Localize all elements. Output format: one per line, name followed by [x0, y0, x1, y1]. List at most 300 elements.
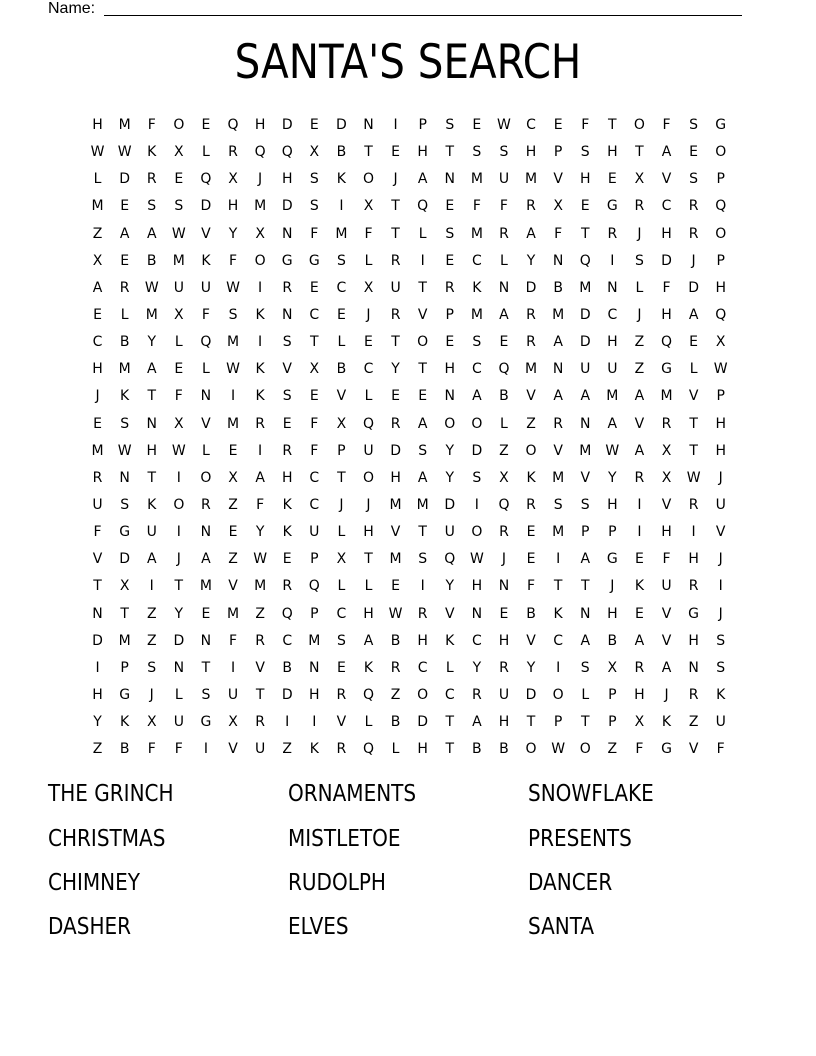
grid-letter[interactable]: V — [553, 171, 563, 188]
grid-letter[interactable]: W — [605, 442, 620, 459]
grid-letter[interactable]: U — [498, 686, 510, 703]
grid-letter[interactable]: K — [282, 524, 292, 541]
grid-letter[interactable]: R — [526, 334, 536, 351]
grid-letter[interactable]: G — [661, 361, 672, 378]
grid-letter[interactable]: C — [471, 252, 482, 269]
grid-letter[interactable]: N — [498, 578, 510, 595]
grid-letter[interactable]: X — [661, 442, 672, 459]
grid-letter[interactable]: H — [498, 714, 510, 731]
grid-letter[interactable]: Y — [526, 659, 536, 676]
grid-letter[interactable]: F — [716, 741, 725, 758]
grid-letter[interactable]: N — [92, 605, 103, 622]
grid-letter[interactable]: U — [92, 496, 103, 513]
grid-letter[interactable]: B — [607, 632, 618, 649]
grid-letter[interactable]: S — [147, 198, 157, 215]
grid-letter[interactable]: H — [444, 361, 456, 378]
grid-letter[interactable]: C — [92, 334, 103, 351]
grid-letter[interactable]: F — [174, 388, 183, 405]
grid-letter[interactable]: S — [580, 496, 590, 513]
grid-letter[interactable]: O — [362, 171, 374, 188]
grid-letter[interactable]: I — [474, 496, 479, 513]
grid-letter[interactable]: R — [499, 524, 509, 541]
grid-letter[interactable]: J — [664, 686, 669, 703]
grid-letter[interactable]: T — [201, 659, 211, 676]
grid-letter[interactable]: X — [309, 361, 320, 378]
grid-letter[interactable]: E — [309, 117, 319, 133]
grid-letter[interactable]: E — [634, 605, 644, 622]
grid-letter[interactable]: R — [526, 198, 536, 215]
grid-letter[interactable]: N — [173, 659, 185, 676]
grid-letter[interactable]: Q — [498, 496, 510, 513]
grid-letter[interactable]: I — [230, 388, 236, 405]
grid-letter[interactable]: L — [202, 442, 210, 459]
grid-letter[interactable]: H — [525, 144, 537, 161]
grid-letter[interactable]: W — [117, 442, 132, 459]
grid-letter[interactable]: W — [90, 144, 105, 161]
grid-letter[interactable]: F — [662, 279, 671, 296]
grid-letter[interactable]: Q — [715, 198, 727, 215]
grid-letter[interactable]: H — [363, 605, 374, 622]
grid-letter[interactable]: E — [689, 334, 699, 351]
grid-letter[interactable]: X — [228, 469, 238, 486]
grid-letter[interactable]: M — [145, 306, 158, 323]
grid-letter[interactable]: G — [200, 714, 212, 731]
grid-letter[interactable]: A — [417, 171, 428, 188]
grid-letter[interactable]: R — [688, 496, 699, 513]
grid-letter[interactable]: R — [444, 279, 455, 296]
grid-letter[interactable]: O — [417, 334, 429, 351]
grid-letter[interactable]: S — [174, 198, 184, 215]
grid-letter[interactable]: O — [579, 741, 591, 758]
grid-letter[interactable]: B — [499, 388, 509, 405]
grid-letter[interactable]: J — [393, 171, 398, 188]
grid-letter[interactable]: X — [174, 144, 184, 161]
grid-letter[interactable]: N — [200, 524, 212, 541]
grid-letter[interactable]: M — [226, 415, 240, 432]
grid-letter[interactable]: J — [149, 686, 154, 703]
grid-letter[interactable]: B — [146, 252, 157, 269]
grid-letter[interactable]: E — [445, 252, 455, 269]
grid-letter[interactable]: F — [310, 442, 319, 459]
grid-letter[interactable]: T — [418, 524, 427, 541]
grid-letter[interactable]: L — [391, 741, 400, 758]
grid-letter[interactable]: N — [200, 632, 212, 649]
grid-letter[interactable]: C — [309, 496, 320, 513]
grid-letter[interactable]: A — [580, 632, 591, 649]
grid-letter[interactable]: A — [255, 469, 265, 486]
grid-letter[interactable]: B — [336, 361, 347, 378]
grid-letter[interactable]: B — [119, 741, 130, 758]
grid-letter[interactable]: K — [553, 605, 563, 622]
grid-letter[interactable]: Q — [362, 686, 374, 703]
grid-letter[interactable]: S — [120, 415, 130, 432]
grid-letter[interactable]: E — [309, 279, 319, 296]
grid-letter[interactable]: K — [120, 714, 130, 731]
grid-letter[interactable]: I — [176, 524, 181, 541]
grid-letter[interactable]: D — [471, 442, 483, 459]
grid-letter[interactable]: R — [282, 578, 293, 595]
grid-letter[interactable]: M — [118, 117, 131, 133]
grid-letter[interactable]: R — [390, 415, 401, 432]
grid-letter[interactable]: C — [336, 279, 347, 296]
grid-letter[interactable]: H — [227, 198, 239, 215]
grid-letter[interactable]: L — [202, 144, 210, 161]
grid-letter[interactable]: M — [525, 171, 538, 188]
grid-letter[interactable]: K — [309, 741, 319, 758]
grid-letter[interactable]: T — [608, 117, 617, 133]
grid-letter[interactable]: F — [635, 741, 644, 758]
grid-letter[interactable]: E — [634, 551, 644, 568]
grid-letter[interactable]: F — [499, 198, 508, 215]
grid-letter[interactable]: L — [500, 252, 508, 269]
grid-letter[interactable]: J — [718, 551, 723, 568]
grid-letter[interactable]: Q — [498, 361, 510, 378]
grid-letter[interactable]: B — [499, 741, 509, 758]
grid-letter[interactable]: R — [336, 741, 347, 758]
grid-letter[interactable]: V — [661, 171, 672, 188]
grid-letter[interactable]: J — [176, 551, 181, 568]
grid-letter[interactable]: C — [363, 361, 374, 378]
grid-letter[interactable]: R — [526, 496, 536, 513]
grid-letter[interactable]: X — [228, 171, 238, 188]
grid-letter[interactable]: L — [364, 714, 373, 731]
grid-letter[interactable]: P — [608, 524, 617, 541]
grid-letter[interactable]: D — [92, 632, 103, 649]
grid-letter[interactable]: I — [258, 279, 263, 296]
grid-letter[interactable]: L — [174, 334, 183, 351]
grid-letter[interactable]: I — [258, 334, 263, 351]
grid-letter[interactable]: R — [336, 686, 347, 703]
grid-letter[interactable]: Y — [445, 578, 455, 595]
grid-letter[interactable]: Q — [362, 415, 374, 432]
grid-letter[interactable]: V — [526, 388, 536, 405]
grid-letter[interactable]: T — [147, 469, 157, 486]
grid-letter[interactable]: X — [634, 171, 645, 188]
grid-letter[interactable]: Y — [255, 524, 265, 541]
grid-letter[interactable]: G — [119, 524, 131, 541]
grid-letter[interactable]: B — [472, 741, 482, 758]
grid-letter[interactable]: H — [607, 334, 618, 351]
grid-letter[interactable]: S — [499, 144, 509, 161]
grid-letter[interactable]: N — [444, 388, 455, 405]
grid-letter[interactable]: U — [254, 741, 266, 758]
grid-letter[interactable]: N — [309, 659, 320, 676]
grid-letter[interactable]: T — [174, 578, 184, 595]
grid-letter[interactable]: M — [389, 551, 402, 568]
grid-letter[interactable]: H — [471, 578, 483, 595]
grid-letter[interactable]: A — [607, 415, 618, 432]
grid-letter[interactable]: B — [390, 714, 401, 731]
grid-letter[interactable]: G — [281, 252, 293, 269]
grid-letter[interactable]: E — [499, 334, 509, 351]
grid-letter[interactable]: T — [310, 334, 319, 351]
grid-letter[interactable]: Z — [526, 415, 536, 432]
grid-letter[interactable]: W — [713, 361, 728, 378]
grid-letter[interactable]: R — [119, 279, 130, 296]
grid-letter[interactable]: R — [499, 659, 509, 676]
grid-letter[interactable]: R — [471, 686, 482, 703]
grid-letter[interactable]: N — [119, 469, 130, 486]
grid-letter[interactable]: S — [282, 388, 292, 405]
grid-letter[interactable]: E — [689, 144, 699, 161]
grid-letter[interactable]: N — [579, 415, 591, 432]
grid-letter[interactable]: Z — [92, 225, 103, 242]
grid-letter[interactable]: A — [92, 279, 103, 296]
grid-letter[interactable]: P — [716, 171, 725, 188]
grid-letter[interactable]: I — [420, 252, 425, 269]
grid-letter[interactable]: U — [363, 442, 374, 459]
grid-letter[interactable]: Q — [579, 252, 591, 269]
grid-letter[interactable]: M — [552, 469, 565, 486]
grid-letter[interactable]: X — [92, 252, 103, 269]
grid-letter[interactable]: Z — [688, 714, 699, 731]
grid-letter[interactable]: M — [91, 198, 104, 215]
grid-letter[interactable]: A — [634, 442, 645, 459]
grid-letter[interactable]: O — [715, 144, 727, 161]
grid-letter[interactable]: W — [144, 279, 159, 296]
grid-letter[interactable]: M — [335, 225, 348, 242]
grid-letter[interactable]: E — [174, 361, 184, 378]
grid-letter[interactable]: F — [228, 252, 238, 269]
grid-letter[interactable]: Q — [308, 578, 320, 595]
grid-letter[interactable]: E — [228, 442, 238, 459]
grid-letter[interactable]: C — [309, 469, 320, 486]
grid-letter[interactable]: U — [661, 578, 672, 595]
grid-letter[interactable]: H — [661, 524, 672, 541]
grid-letter[interactable]: F — [662, 117, 671, 133]
grid-letter[interactable]: X — [309, 144, 320, 161]
grid-letter[interactable]: S — [201, 686, 211, 703]
grid-letter[interactable]: V — [336, 714, 347, 731]
grid-letter[interactable]: S — [445, 225, 455, 242]
grid-letter[interactable]: M — [226, 605, 240, 622]
grid-letter[interactable]: K — [282, 496, 292, 513]
grid-letter[interactable]: H — [715, 442, 726, 459]
grid-letter[interactable]: T — [418, 361, 427, 378]
grid-letter[interactable]: I — [312, 714, 317, 731]
grid-letter[interactable]: H — [634, 686, 645, 703]
grid-letter[interactable]: M — [254, 578, 267, 595]
grid-letter[interactable]: P — [337, 442, 346, 459]
grid-letter[interactable]: H — [607, 496, 618, 513]
grid-letter[interactable]: F — [472, 198, 481, 215]
grid-letter[interactable]: P — [310, 605, 319, 622]
grid-letter[interactable]: U — [607, 361, 618, 378]
grid-letter[interactable]: K — [255, 361, 265, 378]
grid-letter[interactable]: G — [119, 686, 131, 703]
grid-letter[interactable]: T — [364, 551, 373, 568]
grid-letter[interactable]: E — [364, 334, 373, 351]
grid-letter[interactable]: M — [118, 361, 131, 378]
grid-letter[interactable]: F — [364, 225, 373, 242]
grid-letter[interactable]: C — [444, 686, 455, 703]
grid-letter[interactable]: S — [472, 144, 482, 161]
grid-letter[interactable]: R — [390, 252, 401, 269]
grid-letter[interactable]: H — [363, 524, 374, 541]
grid-letter[interactable]: O — [200, 469, 212, 486]
grid-letter[interactable]: R — [282, 442, 293, 459]
grid-letter[interactable]: S — [472, 469, 482, 486]
grid-letter[interactable]: N — [498, 279, 510, 296]
grid-letter[interactable]: B — [553, 279, 563, 296]
grid-letter[interactable]: R — [201, 496, 211, 513]
grid-letter[interactable]: W — [551, 741, 566, 758]
grid-letter[interactable]: S — [580, 659, 590, 676]
grid-letter[interactable]: P — [581, 524, 590, 541]
grid-letter[interactable]: R — [607, 225, 618, 242]
grid-letter[interactable]: R — [688, 225, 699, 242]
grid-letter[interactable]: Z — [255, 605, 265, 622]
grid-letter[interactable]: T — [147, 388, 157, 405]
grid-letter[interactable]: H — [390, 469, 401, 486]
grid-letter[interactable]: S — [445, 117, 455, 133]
grid-letter[interactable]: U — [444, 524, 455, 541]
grid-letter[interactable]: U — [580, 361, 591, 378]
grid-letter[interactable]: X — [363, 279, 374, 296]
grid-letter[interactable]: E — [391, 388, 400, 405]
grid-letter[interactable]: A — [146, 551, 157, 568]
grid-letter[interactable]: Z — [146, 632, 157, 649]
grid-letter[interactable]: L — [337, 524, 346, 541]
grid-letter[interactable]: I — [637, 524, 642, 541]
grid-letter[interactable]: I — [637, 496, 642, 513]
grid-letter[interactable]: H — [607, 144, 618, 161]
grid-letter[interactable]: G — [688, 605, 700, 622]
grid-letter[interactable]: P — [716, 388, 725, 405]
grid-letter[interactable]: T — [445, 714, 455, 731]
grid-letter[interactable]: M — [552, 524, 565, 541]
grid-letter[interactable]: B — [336, 144, 347, 161]
grid-letter[interactable]: W — [117, 144, 132, 161]
grid-letter[interactable]: D — [281, 686, 293, 703]
grid-letter[interactable]: K — [716, 686, 726, 703]
grid-letter[interactable]: F — [174, 741, 183, 758]
grid-letter[interactable]: G — [308, 252, 320, 269]
grid-letter[interactable]: A — [553, 388, 563, 405]
grid-letter[interactable]: J — [637, 225, 642, 242]
grid-letter[interactable]: X — [634, 714, 645, 731]
grid-letter[interactable]: O — [525, 442, 537, 459]
grid-letter[interactable]: Q — [254, 144, 266, 161]
grid-letter[interactable]: H — [715, 415, 726, 432]
grid-letter[interactable]: V — [282, 361, 292, 378]
grid-letter[interactable]: I — [556, 551, 561, 568]
grid-letter[interactable]: G — [715, 117, 727, 133]
grid-letter[interactable]: A — [661, 659, 672, 676]
grid-letter[interactable]: B — [390, 632, 401, 649]
grid-letter[interactable]: R — [390, 306, 401, 323]
grid-letter[interactable]: M — [91, 442, 104, 459]
grid-letter[interactable]: Y — [174, 605, 184, 622]
grid-letter[interactable]: O — [254, 252, 266, 269]
grid-letter[interactable]: G — [661, 741, 672, 758]
grid-letter[interactable]: N — [552, 252, 564, 269]
grid-letter[interactable]: E — [526, 551, 536, 568]
grid-letter[interactable]: N — [607, 279, 618, 296]
grid-letter[interactable]: Y — [147, 334, 157, 351]
grid-letter[interactable]: T — [93, 578, 102, 595]
grid-letter[interactable]: H — [607, 605, 618, 622]
grid-letter[interactable]: H — [715, 279, 726, 296]
grid-letter[interactable]: S — [309, 198, 319, 215]
grid-letter[interactable]: V — [661, 605, 672, 622]
grid-letter[interactable]: F — [527, 578, 536, 595]
grid-letter[interactable]: O — [444, 415, 456, 432]
grid-letter[interactable]: H — [281, 469, 293, 486]
grid-letter[interactable]: K — [472, 279, 482, 296]
grid-letter[interactable]: H — [661, 306, 672, 323]
grid-letter[interactable]: Z — [499, 442, 509, 459]
grid-letter[interactable]: V — [255, 659, 265, 676]
grid-letter[interactable]: W — [469, 551, 484, 568]
grid-letter[interactable]: D — [417, 714, 429, 731]
grid-letter[interactable]: N — [579, 605, 591, 622]
grid-letter[interactable]: D — [281, 117, 293, 133]
grid-letter[interactable]: F — [147, 741, 156, 758]
grid-letter[interactable]: K — [363, 659, 374, 676]
grid-letter[interactable]: J — [610, 578, 615, 595]
grid-letter[interactable]: E — [174, 171, 184, 188]
grid-letter[interactable]: L — [337, 578, 346, 595]
grid-letter[interactable]: Q — [281, 144, 293, 161]
grid-letter[interactable]: K — [120, 388, 130, 405]
grid-letter[interactable]: R — [499, 225, 509, 242]
grid-letter[interactable]: H — [661, 225, 672, 242]
grid-letter[interactable]: I — [718, 578, 723, 595]
grid-letter[interactable]: S — [147, 659, 157, 676]
grid-letter[interactable]: H — [92, 117, 103, 133]
grid-letter[interactable]: K — [255, 388, 265, 405]
grid-letter[interactable]: X — [255, 225, 265, 242]
grid-letter[interactable]: D — [390, 442, 401, 459]
grid-letter[interactable]: A — [634, 632, 645, 649]
grid-letter[interactable]: H — [309, 686, 320, 703]
grid-letter[interactable]: H — [92, 361, 103, 378]
grid-letter[interactable]: F — [93, 524, 102, 541]
grid-letter[interactable]: O — [552, 686, 564, 703]
grid-letter[interactable]: V — [228, 741, 238, 758]
grid-letter[interactable]: I — [420, 578, 425, 595]
grid-letter[interactable]: A — [363, 632, 374, 649]
grid-letter[interactable]: E — [445, 198, 455, 215]
grid-letter[interactable]: X — [336, 415, 347, 432]
grid-letter[interactable]: V — [688, 388, 699, 405]
grid-letter[interactable]: S — [418, 442, 428, 459]
grid-letter[interactable]: D — [661, 252, 672, 269]
grid-letter[interactable]: O — [471, 524, 483, 541]
grid-letter[interactable]: J — [718, 605, 723, 622]
grid-letter[interactable]: Y — [608, 469, 617, 486]
grid-letter[interactable]: A — [146, 361, 157, 378]
grid-letter[interactable]: A — [417, 469, 428, 486]
grid-letter[interactable]: P — [418, 117, 427, 133]
grid-letter[interactable]: J — [366, 496, 371, 513]
grid-letter[interactable]: E — [391, 144, 400, 161]
grid-letter[interactable]: R — [255, 714, 265, 731]
grid-letter[interactable]: J — [258, 171, 263, 188]
grid-letter[interactable]: L — [500, 415, 508, 432]
grid-letter[interactable]: M — [579, 279, 592, 296]
grid-letter[interactable]: V — [661, 632, 672, 649]
grid-letter[interactable]: D — [173, 632, 185, 649]
grid-letter[interactable]: R — [688, 686, 699, 703]
grid-letter[interactable]: F — [581, 117, 590, 133]
grid-letter[interactable]: M — [579, 442, 592, 459]
grid-letter[interactable]: J — [95, 388, 100, 405]
grid-letter[interactable]: F — [201, 306, 210, 323]
grid-letter[interactable]: Y — [391, 361, 400, 378]
grid-letter[interactable]: S — [689, 171, 699, 188]
